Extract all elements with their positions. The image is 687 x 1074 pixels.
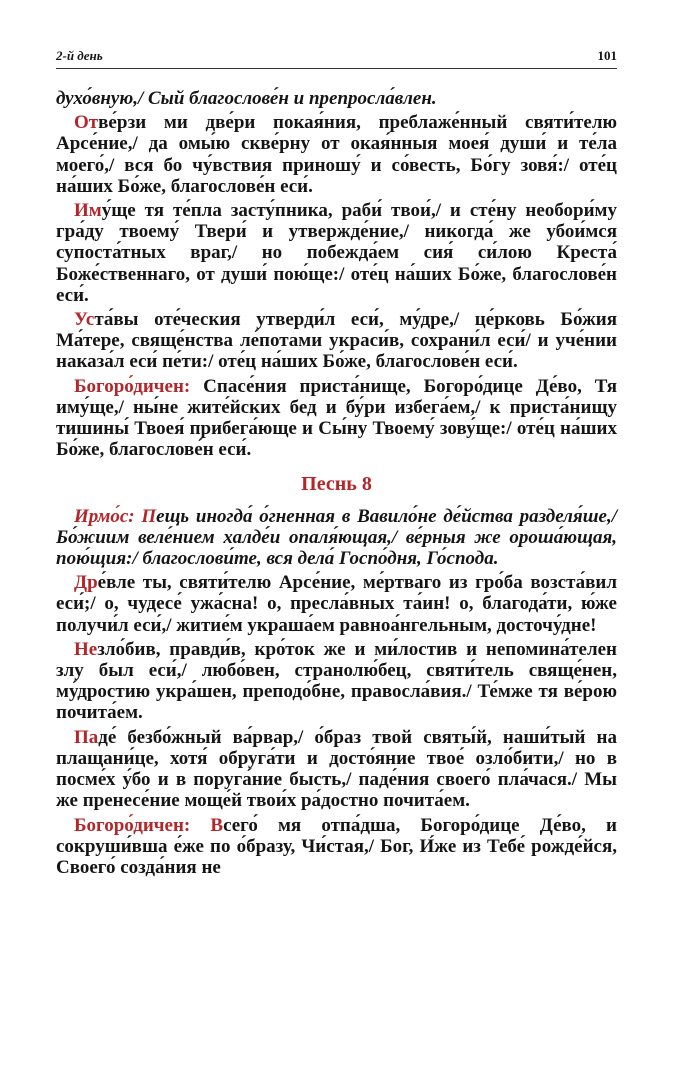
paragraph-text: Спасе́ния приста́нище, Богоро́дице Де́во, Тя иму́ще,/ ны́не жите́йских бед и бу́ри избега́ем,/ к приста́нищу тишины́ Твоея́ прибега́юще и Сы́ну Твоему́ зову́ще:/ оте́ц на́ших Бо́же, благослове́н еси́. bbox=[56, 375, 617, 461]
initial-letters: Им bbox=[74, 200, 102, 222]
section-title: Песнь 8 bbox=[301, 473, 372, 496]
paragraph-troparion-2 bbox=[56, 200, 617, 306]
paragraph-troparion-4 bbox=[56, 572, 617, 636]
paragraph-troparion-3 bbox=[56, 309, 617, 373]
theotokion-label: Богоро́дичен: bbox=[74, 814, 191, 836]
paragraph-text: ещь иногда́ о́гненная в Вавило́не де́йства разделя́ше,/ Бо́жиим веле́нием халде́и опаля́ющая,/ ве́рныя же ороша́ющая, пою́щия:/ благослови́те, вся дела́ Госпо́дня, Го́спода. bbox=[56, 505, 618, 570]
running-header bbox=[56, 46, 617, 69]
paragraph-text: де́ безбо́жный ва́рвар,/ о́браз твой святы́й, наши́тый на плащани́це, хотя́ обруга́ти и досто́яние твое́ озло́бити,/ но в посме́х у́бо и в поруга́ние бысть,/ паде́ния своего́ пла́чася./ Мы же пренесе́ние моще́й твои́х ра́достно почита́ем. bbox=[56, 726, 617, 812]
initial-letters: П bbox=[141, 505, 157, 527]
paragraph-text: ве́рзи ми две́ри покая́ния, преблаже́нный святи́телю Арсе́ние,/ да омы́ю скве́рну от окая́нныя моея́ души́ и те́ла моего́,/ вся бо чу́вствия приношу́ и со́весть, Бо́гу зовя́:/ оте́ц на́ших Бо́же, благослове́н еси́. bbox=[56, 112, 617, 197]
paragraph-irmos bbox=[56, 506, 617, 570]
paragraph-troparion-5 bbox=[56, 639, 617, 724]
page-body bbox=[56, 88, 617, 881]
paragraph-theotokion bbox=[56, 376, 617, 461]
paragraph-theotokion-2 bbox=[56, 815, 617, 879]
paragraph-continuation: духо́вную,/ Сый благослове́н и препросла́влен. bbox=[56, 88, 437, 109]
initial-letters: Не bbox=[74, 638, 98, 660]
paragraph-troparion-1 bbox=[56, 112, 617, 197]
initial-letters: От bbox=[74, 112, 99, 134]
header-day-label: 2-й день bbox=[56, 48, 103, 63]
initial-letters: Па bbox=[74, 726, 99, 748]
page-number: 101 bbox=[597, 48, 617, 63]
paragraph-troparion-6 bbox=[56, 727, 617, 812]
initial-letters: Др bbox=[74, 572, 98, 594]
paragraph-text: у́ще тя те́пла засту́пника, раби́ твои́,/ и сте́ну необори́му гра́ду твоему́ Твери́ и утвержде́ние,/ никогда́ же убои́мся супоста́тных враг,/ но побежда́ем сия́ си́лою Креста́ Боже́ственнаго, от души́ пою́ще:/ оте́ц на́ших Бо́же, благослове́н еси́. bbox=[56, 200, 617, 306]
irmos-label: Ирмо́с: bbox=[74, 505, 135, 527]
initial-letters: В bbox=[190, 814, 224, 836]
paragraph-text: е́вле ты, святи́телю Арсе́ние, ме́ртваго из гро́ба возста́вил еси́;/ о, чудесе́ ужа́сна! о, пресла́вных та́ин! о, благода́ти, ю́же получи́л еси́,/ житие́м украша́ем равноа́нгельным, досточу́дне! bbox=[56, 572, 617, 636]
paragraph-text: та́вы оте́ческия утверди́л еси́, му́дре,/ це́рковь Бо́жия Ма́тере, свяще́нства ле́потами украси́в, сохрани́л еси́/ и уче́нии наказа́л еси́ пе́ти:/ оте́ц на́ших Бо́же, благослове́н еси́. bbox=[56, 309, 617, 373]
theotokion-label: Богоро́дичен: bbox=[74, 375, 191, 397]
initial-letters: Ус bbox=[74, 309, 95, 331]
paragraph-text: зло́бив, правди́в, кро́ток же и ми́лостив и непомина́телен злу был еси́,/ любо́вен, странолю́бец, святи́тель свяще́нен, му́дростию укра́шен, преподо́бне, правосла́вия./ Те́мже тя ве́рою почита́ем. bbox=[56, 638, 617, 724]
paragraph-text: сего́ мя отпа́дша, Богоро́дице Де́во, и сокруши́вша е́же по о́бразу, Чи́стая,/ Бог, И́же из Тебе́ рожде́йся, Своего́ созда́ния не bbox=[56, 814, 617, 878]
